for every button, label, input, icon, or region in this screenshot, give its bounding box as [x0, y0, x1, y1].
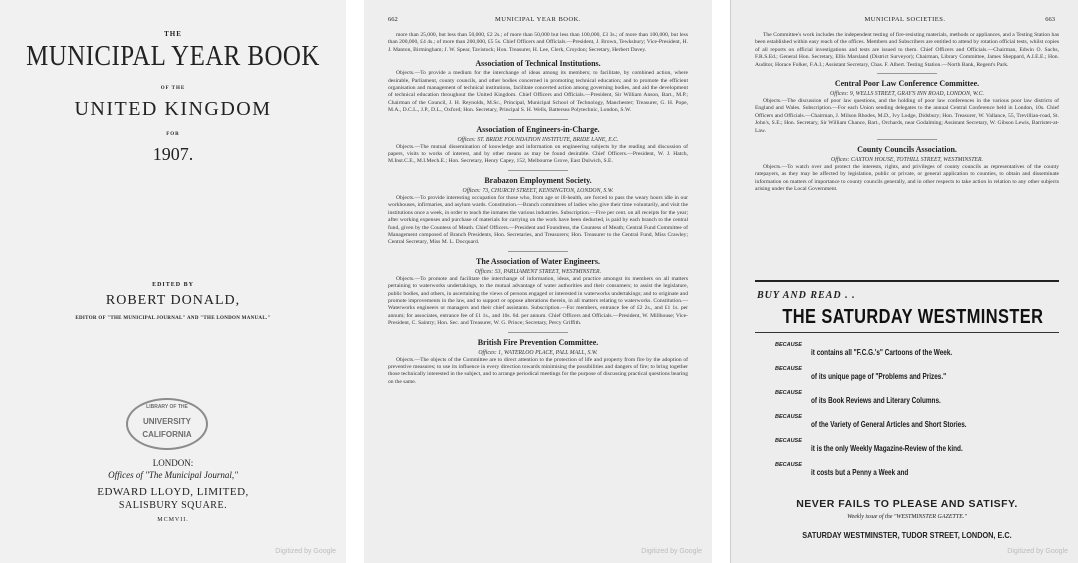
edition-year: 1907.: [152, 144, 194, 164]
section-text: Objects.—The mutual dissemination of knowledge and information on engineering subjects by the reading and discussion of papers, visits to works of interest, and by other means as may be found desirable. Chief Officers.—President, W. J. Hatch, M.Inst.C.E., M.I.Mech.E.; Hon. Secretary, Henry Capey, 152, Melbourne Grove, East Dulwich, S.E.: [388, 143, 688, 165]
section-heading: Association of Engineers-in-Charge.: [476, 124, 600, 134]
edited-by-label: EDITED BY: [152, 282, 194, 288]
imprint-address: SALISBURY SQUARE.: [118, 500, 228, 511]
imprint-offices: Offices of "The Municipal Journal,": [108, 470, 238, 480]
imprint-publisher: EDWARD LLOYD, LIMITED,: [97, 486, 249, 498]
ad-divider: [755, 332, 1059, 333]
because-label: BECAUSE: [775, 462, 802, 468]
google-watermark: Digitized by Google: [1007, 548, 1068, 555]
text-page-662: [364, 0, 712, 563]
section-heading: County Councils Association.: [857, 145, 957, 155]
section-divider: [877, 73, 937, 74]
because-label: BECAUSE: [775, 414, 802, 420]
section-divider: [877, 139, 937, 140]
section-heading: British Fire Prevention Committee.: [477, 337, 599, 347]
section-office: Offices: 53, PARLIAMENT STREET, WESTMINSTER.: [474, 268, 602, 275]
ad-buy-and-read: BUY AND READ . .: [757, 290, 856, 301]
editor-name: ROBERT DONALD,: [105, 293, 241, 308]
running-title: MUNICIPAL YEAR BOOK.: [494, 16, 582, 23]
library-stamp-icon: [126, 398, 208, 450]
intro-paragraph: more than 25,000, but less than 50,000, £2 2s.; of more than 50,000 but less than 100,000, £3 3s.; of more than 100,000, but less than 200,000, £4 4s.; of more than 200,000, £5 5s. Chief Officers and Officials.—President, J. Brown, Tewksbury; Vice-President, H. J. Manton, Birmingham; J. W. Spear, Tavistock; Hon. Treasurer, H. Lee, Clerk, Croydon; Secretary, Herbert Davey.: [388, 32, 688, 53]
section-text: Objects.—To promote and facilitate the interchange of information, ideas, and practice amongst its members on all matters pertaining to waterworks undertakings, to the mutual advantage of water authorities and their consumers; to assist the legislature, public bodies, and others, in ascertaining the views of persons engaged or interested in waterworks undertakings; and to originate and promote improvements in the law, and to support or oppose alterations therein, in all matters relating to waterworks. Constitution.—Waterworks engineers or managers and their chief assistants. Subscription.—For members, entrance fee of £2 2s., and £1 1s. per annum; for associates, entrance fee of £1 1s., and 10s. 6d. per annum. Chief Officers and Officials.—President, W. Millhouse; Vice-President, C. Saintry; Hon. Sec. and Treasurer, W. G. Prince; Secretary, Percy Griffith.: [388, 275, 688, 327]
running-title: MUNICIPAL SOCIETIES.: [864, 16, 946, 23]
ad-address: SATURDAY WESTMINSTER, TUDOR STREET, LONDON, E.C.: [802, 530, 1012, 540]
section-heading: The Association of Water Engineers.: [476, 256, 600, 266]
text-page-663: [730, 0, 1078, 563]
title-page: [0, 0, 346, 563]
section-divider: [508, 251, 568, 252]
section-text: Objects.—The objects of the Committee are to direct attention to the protection of life and property from fire by the adoption of preventive measures; to use its influence in every direction towards minimising the possibilities and dangers of fire; to bring together those technically interested in the subject, and to arrange periodical meetings for the purpose of discussing practical questions bearing on the same.: [388, 356, 688, 385]
for-label: FOR: [166, 132, 180, 137]
ad-reason: it is the only Weekly Magazine-Review of the kind.: [811, 444, 963, 453]
stamp-line-2: UNIVERSITY: [142, 417, 191, 426]
imprint-year: MCMVII.: [157, 517, 189, 523]
ad-slogan: NEVER FAILS TO PLEASE AND SATISFY.: [796, 498, 1018, 510]
section-heading: Brabazon Employment Society.: [484, 175, 592, 185]
section-text: Objects.—To provide interesting occupation for those who, from age or ill-health, are forced to pass the weary hours idle in our workhouses, infirmaries, and asylum wards. Constitution.—Branch committees of ladies who give their time voluntarily, and visit the institutions once a week, in order to teach the inmates the various industries. Subscription.—Five per cent. on all receipts for the year; after working expenses and purchase of materials for carrying on the work have been deducted, is paid by each branch to the central fund, given by the Countess of Meath. Chief Officers.—President and Foundress, the Countess of Meath; Central Fund Committee of Management composed of Branch Presidents, Hon. Secretaries, and Treasurers; Hon. Treasurer to the Central Fund, Miss Crawley; Central Secretary, Miss M. L. Docquard.: [388, 194, 688, 246]
editor-credentials: EDITOR OF "THE MUNICIPAL JOURNAL" AND "THE LONDON MANUAL.": [75, 316, 271, 321]
imprint-city: LONDON:: [152, 458, 194, 468]
ad-reason: of the Variety of General Articles and Short Stories.: [811, 420, 967, 429]
text-column: [755, 32, 1059, 194]
google-watermark: Digitized by Google: [641, 548, 702, 555]
section-office: Offices: ST. BRIDE FOUNDATION INSTITUTE, BRIDE LANE, E.C.: [457, 136, 619, 143]
section-office: Offices: 1, WATERLOO PLACE, PALL MALL, S.W.: [478, 349, 598, 356]
title-article: THE: [164, 30, 182, 38]
ad-reason: of its unique page of "Problems and Prizes.": [811, 372, 947, 381]
of-the-label: OF THE: [160, 86, 186, 91]
section-office: Offices: 73, CHURCH STREET, KENSINGTON, LONDON, S.W.: [462, 187, 614, 194]
ad-title: THE SATURDAY WESTMINSTER: [782, 306, 1044, 328]
page-number: 663: [1045, 16, 1055, 23]
section-text: Objects.—To watch over and protect the interests, rights, and privileges of county councils as representatives of the county ratepayers, as they may be affected by legislation, public or private, or general application to counties, to obtain and disseminate information on matters of importance to county councils generally, and in other respects to take action in relation to any other subjects arising under the Local Government.: [755, 164, 1059, 193]
stamp-line-1: LIBRARY OF THE: [146, 404, 188, 410]
google-watermark: Digitized by Google: [275, 548, 336, 555]
section-heading: Association of Technical Institutions.: [475, 59, 601, 69]
intro-paragraph: The Committee's work includes the independent testing of fire-resisting materials, methods or appliances, and a Testing Station has been established within easy reach of the offices. Members and Subscribers are entitled to attend by rotation official tests, whilst copies of all reports on official investigations and tests are issued to them. Chief Officers and Officials.—Chairman, Edwin O. Sachs, F.R.S.Ed.; General Hon. Secretary, Ellis Marsland (District Surveyor); Chairman, Library Committee, James Sheppard, A.I.E.E.; Hon. Auditor, Horace Folker, F.A.I.; Assistant Secretary, Chas. F. Albert. Testing Station.—North Bank, Regent's Park.: [755, 32, 1059, 68]
ad-reason: of its Book Reviews and Literary Columns.: [811, 396, 941, 405]
ad-reason: it contains all "F.C.G.'s" Cartoons of the Week.: [811, 348, 953, 357]
book-title: MUNICIPAL YEAR BOOK: [26, 40, 320, 72]
stamp-line-3: CALIFORNIA: [142, 430, 192, 439]
section-text: Objects.—To provide a medium for the interchange of ideas among its members; to facilitate, by combined action, where desirable, Parliament, county councils, and other bodies concerned in promoting technical education; and to promote the efficient organisation and management of technical institutions, facilitate concerted action among governing bodies, and aid the development of technical education throughout the United Kingdom. Chief Officers and Officials.—President, Sir William Anson, Bart., M.P.; Chairman of the Council, J. H. Reynolds, M.Sc., Principal, Municipal School of Technology, Manchester; Treasurer, G. H. Pope, M.A., D.C.L., J.P., D.L., Oxford; Hon. Secretary, Principal S. H. Wells, Battersea Polytechnic, London, S.W.: [388, 70, 688, 114]
page-number: 662: [388, 16, 398, 23]
section-text: Objects.—The discussion of poor law questions, and the holding of poor law conferences in the various poor law districts of England and Wales. Subscription.—For each Union sending delegates to the annual Central Conference held in London, 10s. Chief Officers and Officials.—Chairman, J. Milson Rhodes, M.D., Ivy Lodge, Didsbury; Hon. Treasurer, W. Vallance, 55, Trevillian-road, St. John's, S.E.; Hon. Secretary, Sir William Chance, Bart., Orchards, near Godalming; Assistant Secretary, W. Gibson Lewis, Barrister-at-Law.: [755, 98, 1059, 134]
because-label: BECAUSE: [775, 390, 802, 396]
section-office: Offices: 9, WELLS STREET, GRAY'S INN ROAD, LONDON, W.C.: [830, 91, 984, 98]
because-label: BECAUSE: [775, 438, 802, 444]
advertisement: [755, 280, 1059, 548]
text-column: [388, 32, 688, 386]
section-heading: Central Poor Law Conference Committee.: [834, 79, 980, 89]
section-divider: [508, 119, 568, 120]
because-label: BECAUSE: [775, 366, 802, 372]
ad-weekly-issue: Weekly issue of the "WESTMINSTER GAZETTE.": [847, 514, 967, 520]
section-office: Offices: CAXTON HOUSE, TOTHILL STREET, WESTMINSTER.: [831, 157, 983, 164]
section-divider: [508, 332, 568, 333]
section-divider: [508, 170, 568, 171]
because-label: BECAUSE: [775, 342, 802, 348]
country-name: UNITED KINGDOM: [74, 98, 272, 120]
ad-reason: it costs but a Penny a Week and: [811, 468, 909, 477]
